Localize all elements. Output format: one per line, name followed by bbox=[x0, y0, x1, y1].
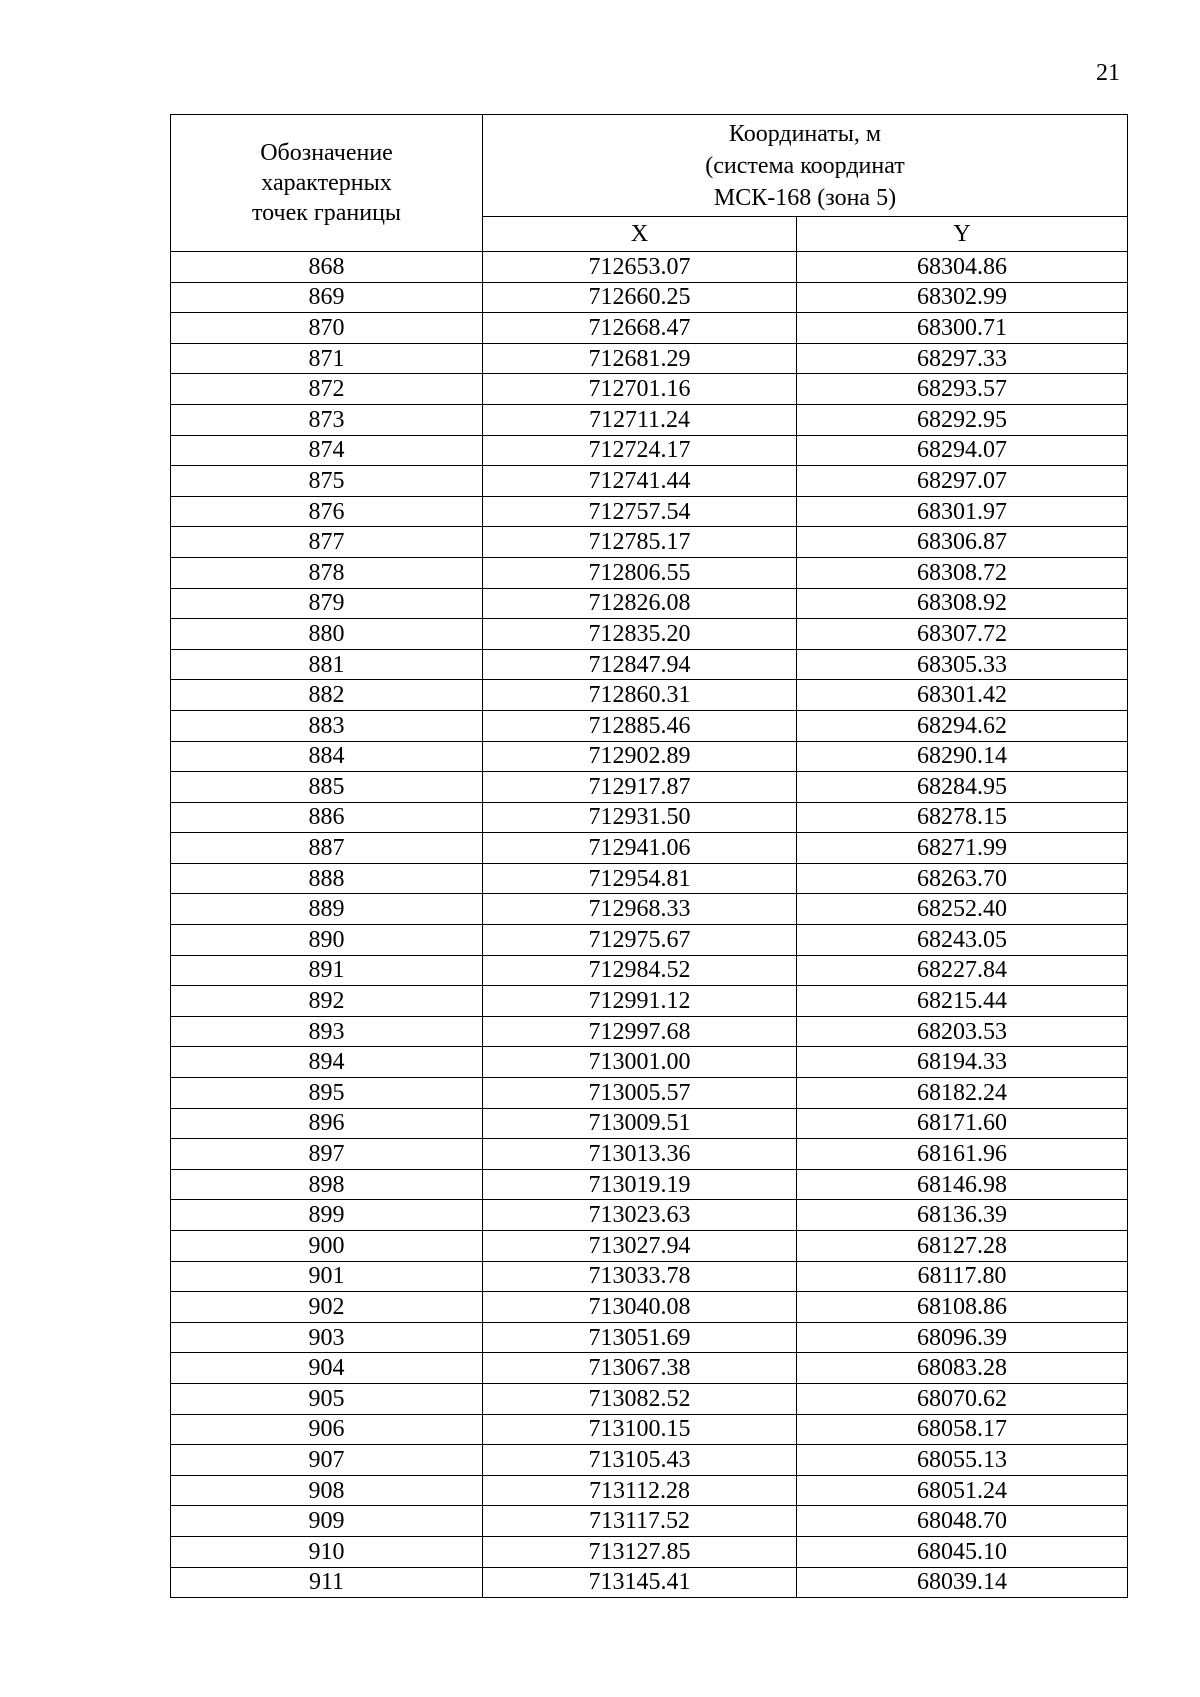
point-label-line-1: Обозначение bbox=[260, 140, 393, 166]
table-row bbox=[171, 527, 1128, 558]
table-row bbox=[171, 619, 1128, 650]
y-coordinate-cell: 68297.33 bbox=[797, 343, 1128, 374]
point-id-cell: 900 bbox=[171, 1231, 483, 1262]
point-id-cell: 899 bbox=[171, 1200, 483, 1231]
table-row bbox=[171, 680, 1128, 711]
y-coordinate-cell: 68127.28 bbox=[797, 1231, 1128, 1262]
point-id-cell: 884 bbox=[171, 741, 483, 772]
point-id-cell: 903 bbox=[171, 1322, 483, 1353]
y-coordinate-cell: 68048.70 bbox=[797, 1506, 1128, 1537]
table-row bbox=[171, 986, 1128, 1017]
point-id-cell: 871 bbox=[171, 343, 483, 374]
table-row bbox=[171, 1169, 1128, 1200]
x-coordinate-cell: 713040.08 bbox=[483, 1292, 797, 1323]
point-id-cell: 902 bbox=[171, 1292, 483, 1323]
y-coordinate-cell: 68182.24 bbox=[797, 1078, 1128, 1109]
y-coordinate-cell: 68292.95 bbox=[797, 404, 1128, 435]
x-coordinate-cell: 712724.17 bbox=[483, 435, 797, 466]
table-row bbox=[171, 343, 1128, 374]
point-id-cell: 878 bbox=[171, 557, 483, 588]
x-coordinate-cell: 712711.24 bbox=[483, 404, 797, 435]
x-coordinate-cell: 712931.50 bbox=[483, 802, 797, 833]
y-coordinate-cell: 68294.62 bbox=[797, 710, 1128, 741]
point-id-cell: 907 bbox=[171, 1445, 483, 1476]
y-coordinate-cell: 68308.92 bbox=[797, 588, 1128, 619]
y-coordinate-cell: 68136.39 bbox=[797, 1200, 1128, 1231]
y-coordinate-cell: 68252.40 bbox=[797, 894, 1128, 925]
x-coordinate-cell: 713019.19 bbox=[483, 1169, 797, 1200]
y-coordinate-cell: 68294.07 bbox=[797, 435, 1128, 466]
point-id-cell: 880 bbox=[171, 619, 483, 650]
y-coordinate-cell: 68307.72 bbox=[797, 619, 1128, 650]
point-id-cell: 881 bbox=[171, 649, 483, 680]
table-row bbox=[171, 1567, 1128, 1598]
x-coordinate-cell: 713005.57 bbox=[483, 1078, 797, 1109]
point-id-cell: 879 bbox=[171, 588, 483, 619]
x-coordinate-cell: 713027.94 bbox=[483, 1231, 797, 1262]
x-coordinate-cell: 712917.87 bbox=[483, 772, 797, 803]
point-id-cell: 898 bbox=[171, 1169, 483, 1200]
table-row bbox=[171, 649, 1128, 680]
x-coordinate-cell: 712902.89 bbox=[483, 741, 797, 772]
point-id-cell: 911 bbox=[171, 1567, 483, 1598]
point-id-cell: 896 bbox=[171, 1108, 483, 1139]
table-row bbox=[171, 1506, 1128, 1537]
point-id-cell: 876 bbox=[171, 496, 483, 527]
x-coordinate-cell: 712741.44 bbox=[483, 466, 797, 497]
point-id-cell: 873 bbox=[171, 404, 483, 435]
x-coordinate-cell: 712991.12 bbox=[483, 986, 797, 1017]
x-coordinate-cell: 712835.20 bbox=[483, 619, 797, 650]
table-row bbox=[171, 557, 1128, 588]
table-row bbox=[171, 1047, 1128, 1078]
table-row bbox=[171, 833, 1128, 864]
x-coordinate-cell: 712653.07 bbox=[483, 252, 797, 283]
point-id-cell: 886 bbox=[171, 802, 483, 833]
table-row bbox=[171, 282, 1128, 313]
coordinates-line-1: Координаты, м bbox=[728, 120, 882, 147]
x-coordinate-cell: 713051.69 bbox=[483, 1322, 797, 1353]
point-label-header bbox=[171, 115, 483, 252]
table-header bbox=[171, 115, 1128, 252]
x-coordinate-cell: 712954.81 bbox=[483, 863, 797, 894]
x-coordinate-cell: 712681.29 bbox=[483, 343, 797, 374]
y-coordinate-cell: 68297.07 bbox=[797, 466, 1128, 497]
table-row bbox=[171, 741, 1128, 772]
y-coordinate-cell: 68045.10 bbox=[797, 1536, 1128, 1567]
table-row bbox=[171, 1445, 1128, 1476]
point-id-cell: 883 bbox=[171, 710, 483, 741]
x-coordinate-cell: 713117.52 bbox=[483, 1506, 797, 1537]
x-coordinate-cell: 713145.41 bbox=[483, 1567, 797, 1598]
x-column-header: X bbox=[483, 217, 797, 252]
y-coordinate-cell: 68301.97 bbox=[797, 496, 1128, 527]
x-coordinate-cell: 713001.00 bbox=[483, 1047, 797, 1078]
table-row bbox=[171, 772, 1128, 803]
x-coordinate-cell: 712826.08 bbox=[483, 588, 797, 619]
table-row bbox=[171, 1475, 1128, 1506]
x-coordinate-cell: 712757.54 bbox=[483, 496, 797, 527]
table-row bbox=[171, 1231, 1128, 1262]
x-coordinate-cell: 712660.25 bbox=[483, 282, 797, 313]
x-coordinate-cell: 713100.15 bbox=[483, 1414, 797, 1445]
point-id-cell: 874 bbox=[171, 435, 483, 466]
table-body bbox=[171, 252, 1128, 1598]
x-coordinate-cell: 712975.67 bbox=[483, 925, 797, 956]
table-row bbox=[171, 1016, 1128, 1047]
x-coordinate-cell: 712997.68 bbox=[483, 1016, 797, 1047]
y-coordinate-cell: 68083.28 bbox=[797, 1353, 1128, 1384]
y-coordinate-cell: 68306.87 bbox=[797, 527, 1128, 558]
y-coordinate-cell: 68284.95 bbox=[797, 772, 1128, 803]
x-coordinate-cell: 713033.78 bbox=[483, 1261, 797, 1292]
y-coordinate-cell: 68117.80 bbox=[797, 1261, 1128, 1292]
table-row bbox=[171, 1200, 1128, 1231]
y-coordinate-cell: 68039.14 bbox=[797, 1567, 1128, 1598]
x-coordinate-cell: 713105.43 bbox=[483, 1445, 797, 1476]
y-coordinate-cell: 68203.53 bbox=[797, 1016, 1128, 1047]
x-coordinate-cell: 712668.47 bbox=[483, 313, 797, 344]
x-coordinate-cell: 713067.38 bbox=[483, 1353, 797, 1384]
y-coordinate-cell: 68301.42 bbox=[797, 680, 1128, 711]
point-id-cell: 906 bbox=[171, 1414, 483, 1445]
table-row bbox=[171, 404, 1128, 435]
table-row bbox=[171, 496, 1128, 527]
point-id-cell: 905 bbox=[171, 1383, 483, 1414]
table-row bbox=[171, 466, 1128, 497]
table-row bbox=[171, 863, 1128, 894]
point-id-cell: 910 bbox=[171, 1536, 483, 1567]
y-coordinate-cell: 68302.99 bbox=[797, 282, 1128, 313]
y-coordinate-cell: 68215.44 bbox=[797, 986, 1128, 1017]
x-coordinate-cell: 712941.06 bbox=[483, 833, 797, 864]
y-coordinate-cell: 68305.33 bbox=[797, 649, 1128, 680]
table-row bbox=[171, 313, 1128, 344]
point-label-line-3: точек границы bbox=[251, 200, 402, 226]
table-row bbox=[171, 1261, 1128, 1292]
point-id-cell: 908 bbox=[171, 1475, 483, 1506]
point-id-cell: 901 bbox=[171, 1261, 483, 1292]
table-row bbox=[171, 1353, 1128, 1384]
y-coordinate-cell: 68171.60 bbox=[797, 1108, 1128, 1139]
table-row bbox=[171, 1292, 1128, 1323]
x-coordinate-cell: 713082.52 bbox=[483, 1383, 797, 1414]
coordinates-table bbox=[170, 114, 1128, 1598]
point-id-cell: 875 bbox=[171, 466, 483, 497]
point-id-cell: 887 bbox=[171, 833, 483, 864]
point-id-cell: 888 bbox=[171, 863, 483, 894]
point-id-cell: 882 bbox=[171, 680, 483, 711]
y-coordinate-cell: 68051.24 bbox=[797, 1475, 1128, 1506]
table-row bbox=[171, 802, 1128, 833]
x-coordinate-cell: 712968.33 bbox=[483, 894, 797, 925]
y-coordinate-cell: 68227.84 bbox=[797, 955, 1128, 986]
y-coordinate-cell: 68108.86 bbox=[797, 1292, 1128, 1323]
table-row bbox=[171, 1536, 1128, 1567]
y-coordinate-cell: 68290.14 bbox=[797, 741, 1128, 772]
point-id-cell: 895 bbox=[171, 1078, 483, 1109]
point-id-cell: 893 bbox=[171, 1016, 483, 1047]
y-coordinate-cell: 68293.57 bbox=[797, 374, 1128, 405]
y-coordinate-cell: 68070.62 bbox=[797, 1383, 1128, 1414]
y-column-header: Y bbox=[797, 217, 1128, 252]
table-row bbox=[171, 925, 1128, 956]
table-row bbox=[171, 588, 1128, 619]
point-label-line-2: характерных bbox=[261, 170, 392, 196]
table-row bbox=[171, 435, 1128, 466]
point-id-cell: 870 bbox=[171, 313, 483, 344]
table-row bbox=[171, 710, 1128, 741]
point-id-cell: 904 bbox=[171, 1353, 483, 1384]
y-coordinate-cell: 68308.72 bbox=[797, 557, 1128, 588]
y-coordinate-cell: 68263.70 bbox=[797, 863, 1128, 894]
y-coordinate-cell: 68146.98 bbox=[797, 1169, 1128, 1200]
coordinates-line-3: МСК-168 (зона 5) bbox=[713, 184, 897, 211]
point-id-cell: 877 bbox=[171, 527, 483, 558]
y-coordinate-cell: 68300.71 bbox=[797, 313, 1128, 344]
point-id-cell: 891 bbox=[171, 955, 483, 986]
coordinates-line-2: (система координат bbox=[705, 152, 905, 179]
point-id-cell: 897 bbox=[171, 1139, 483, 1170]
x-coordinate-cell: 713112.28 bbox=[483, 1475, 797, 1506]
y-coordinate-cell: 68278.15 bbox=[797, 802, 1128, 833]
point-id-cell: 894 bbox=[171, 1047, 483, 1078]
y-coordinate-cell: 68055.13 bbox=[797, 1445, 1128, 1476]
table-row bbox=[171, 1322, 1128, 1353]
table-row bbox=[171, 1078, 1128, 1109]
table-row bbox=[171, 1414, 1128, 1445]
x-coordinate-cell: 712885.46 bbox=[483, 710, 797, 741]
point-id-cell: 872 bbox=[171, 374, 483, 405]
coordinates-header bbox=[483, 115, 1128, 217]
y-coordinate-cell: 68271.99 bbox=[797, 833, 1128, 864]
x-coordinate-cell: 712984.52 bbox=[483, 955, 797, 986]
x-coordinate-cell: 712701.16 bbox=[483, 374, 797, 405]
point-id-cell: 909 bbox=[171, 1506, 483, 1537]
y-coordinate-cell: 68058.17 bbox=[797, 1414, 1128, 1445]
x-coordinate-cell: 713127.85 bbox=[483, 1536, 797, 1567]
table-row bbox=[171, 1108, 1128, 1139]
x-coordinate-cell: 712847.94 bbox=[483, 649, 797, 680]
y-coordinate-cell: 68096.39 bbox=[797, 1322, 1128, 1353]
x-coordinate-cell: 713009.51 bbox=[483, 1108, 797, 1139]
x-coordinate-cell: 712785.17 bbox=[483, 527, 797, 558]
y-coordinate-cell: 68194.33 bbox=[797, 1047, 1128, 1078]
table-row bbox=[171, 252, 1128, 283]
x-coordinate-cell: 713023.63 bbox=[483, 1200, 797, 1231]
point-id-cell: 869 bbox=[171, 282, 483, 313]
point-id-cell: 890 bbox=[171, 925, 483, 956]
table-row bbox=[171, 894, 1128, 925]
y-coordinate-cell: 68243.05 bbox=[797, 925, 1128, 956]
table-row bbox=[171, 1383, 1128, 1414]
table-row bbox=[171, 374, 1128, 405]
point-id-cell: 885 bbox=[171, 772, 483, 803]
x-coordinate-cell: 712860.31 bbox=[483, 680, 797, 711]
table-row bbox=[171, 1139, 1128, 1170]
x-coordinate-cell: 713013.36 bbox=[483, 1139, 797, 1170]
page-number: 21 bbox=[1096, 60, 1120, 86]
y-coordinate-cell: 68304.86 bbox=[797, 252, 1128, 283]
point-id-cell: 889 bbox=[171, 894, 483, 925]
x-coordinate-cell: 712806.55 bbox=[483, 557, 797, 588]
point-id-cell: 868 bbox=[171, 252, 483, 283]
table-row bbox=[171, 955, 1128, 986]
y-coordinate-cell: 68161.96 bbox=[797, 1139, 1128, 1170]
point-id-cell: 892 bbox=[171, 986, 483, 1017]
